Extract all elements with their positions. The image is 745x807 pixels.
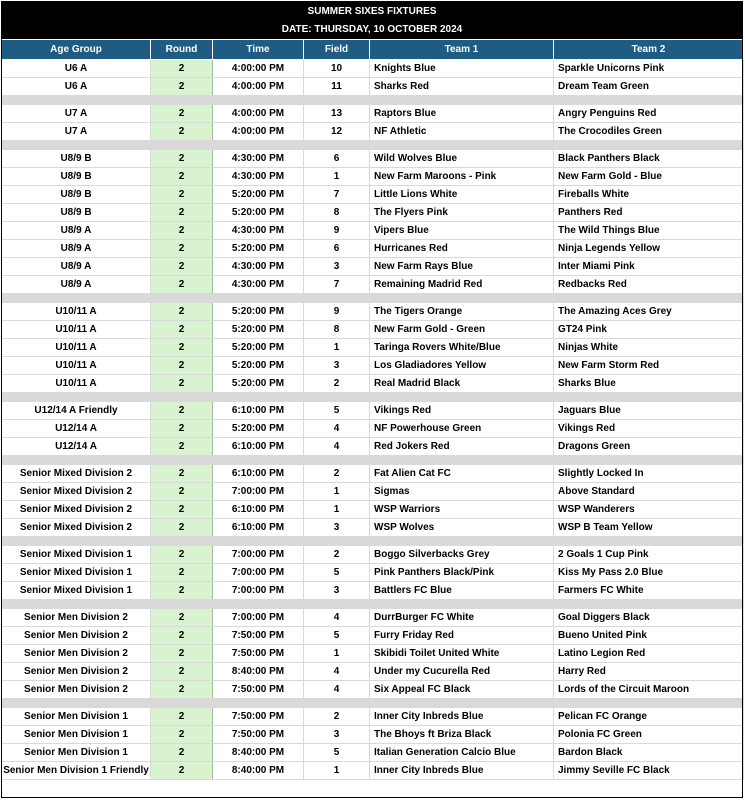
age-group-cell[interactable]: Senior Mixed Division 1 bbox=[2, 582, 151, 600]
time-cell[interactable]: 4:30:00 PM bbox=[213, 150, 304, 168]
round-cell[interactable]: 2 bbox=[151, 402, 213, 420]
time-cell[interactable]: 5:20:00 PM bbox=[213, 303, 304, 321]
team-2-cell[interactable]: New Farm Gold - Blue bbox=[554, 168, 744, 186]
table-row bbox=[2, 438, 744, 456]
team-2-cell[interactable]: Jaguars Blue bbox=[554, 402, 744, 420]
age-group-cell[interactable]: U6 A bbox=[2, 78, 151, 96]
separator-cell bbox=[2, 600, 744, 609]
table-row bbox=[2, 258, 744, 276]
group-separator bbox=[2, 294, 744, 303]
time-cell[interactable]: 7:50:00 PM bbox=[213, 645, 304, 663]
team-1-cell[interactable]: Little Lions White bbox=[370, 186, 554, 204]
round-cell[interactable]: 2 bbox=[151, 375, 213, 393]
time-cell[interactable]: 5:20:00 PM bbox=[213, 321, 304, 339]
round-cell[interactable]: 2 bbox=[151, 168, 213, 186]
group-separator bbox=[2, 600, 744, 609]
team-2-cell[interactable]: Sparkle Unicorns Pink bbox=[554, 60, 744, 78]
age-group-cell[interactable]: U8/9 A bbox=[2, 240, 151, 258]
table-row bbox=[2, 60, 744, 78]
age-group-cell[interactable]: U8/9 B bbox=[2, 150, 151, 168]
round-cell[interactable]: 2 bbox=[151, 708, 213, 726]
time-cell[interactable]: 6:10:00 PM bbox=[213, 465, 304, 483]
time-cell[interactable]: 4:30:00 PM bbox=[213, 258, 304, 276]
age-group-cell[interactable]: U10/11 A bbox=[2, 303, 151, 321]
team-1-cell[interactable]: Under my Cucurella Red bbox=[370, 663, 554, 681]
field-cell[interactable]: 1 bbox=[304, 483, 370, 501]
time-cell[interactable]: 5:20:00 PM bbox=[213, 240, 304, 258]
age-group-cell[interactable]: U8/9 B bbox=[2, 168, 151, 186]
team-2-cell[interactable]: Ninja Legends Yellow bbox=[554, 240, 744, 258]
round-cell[interactable]: 2 bbox=[151, 465, 213, 483]
team-1-cell[interactable]: Sharks Red bbox=[370, 78, 554, 96]
team-1-cell[interactable]: Raptors Blue bbox=[370, 105, 554, 123]
table-row bbox=[2, 501, 744, 519]
table-row bbox=[2, 681, 744, 699]
round-cell[interactable]: 2 bbox=[151, 150, 213, 168]
table-row bbox=[2, 105, 744, 123]
time-cell[interactable]: 7:50:00 PM bbox=[213, 627, 304, 645]
time-cell[interactable]: 5:20:00 PM bbox=[213, 375, 304, 393]
separator-cell bbox=[2, 699, 744, 708]
age-group-cell[interactable]: Senior Mixed Division 2 bbox=[2, 519, 151, 537]
team-1-cell[interactable]: Taringa Rovers White/Blue bbox=[370, 339, 554, 357]
team-1-cell[interactable]: Inner City Inbreds Blue bbox=[370, 708, 554, 726]
field-cell[interactable]: 3 bbox=[304, 357, 370, 375]
group-separator bbox=[2, 456, 744, 465]
round-cell[interactable]: 2 bbox=[151, 240, 213, 258]
table-row bbox=[2, 357, 744, 375]
age-group-cell[interactable]: U12/14 A bbox=[2, 438, 151, 456]
round-cell[interactable]: 2 bbox=[151, 762, 213, 780]
field-cell[interactable]: 7 bbox=[304, 276, 370, 294]
age-group-cell[interactable]: U12/14 A bbox=[2, 420, 151, 438]
round-cell[interactable]: 2 bbox=[151, 357, 213, 375]
age-group-cell[interactable]: Senior Mixed Division 2 bbox=[2, 465, 151, 483]
field-cell[interactable]: 5 bbox=[304, 627, 370, 645]
field-cell[interactable]: 2 bbox=[304, 546, 370, 564]
time-cell[interactable]: 8:40:00 PM bbox=[213, 744, 304, 762]
round-cell[interactable]: 2 bbox=[151, 438, 213, 456]
team-1-cell[interactable]: WSP Warriors bbox=[370, 501, 554, 519]
table-row bbox=[2, 222, 744, 240]
separator-cell bbox=[2, 456, 744, 465]
age-group-cell[interactable]: Senior Men Division 2 bbox=[2, 663, 151, 681]
table-row bbox=[2, 339, 744, 357]
round-cell[interactable]: 2 bbox=[151, 204, 213, 222]
time-cell[interactable]: 4:00:00 PM bbox=[213, 123, 304, 141]
team-1-cell[interactable]: Pink Panthers Black/Pink bbox=[370, 564, 554, 582]
time-cell[interactable]: 6:10:00 PM bbox=[213, 402, 304, 420]
team-2-cell[interactable]: Dragons Green bbox=[554, 438, 744, 456]
team-2-cell[interactable]: Fireballs White bbox=[554, 186, 744, 204]
age-group-cell[interactable]: Senior Men Division 1 bbox=[2, 726, 151, 744]
round-cell[interactable]: 2 bbox=[151, 744, 213, 762]
field-cell[interactable]: 8 bbox=[304, 204, 370, 222]
team-2-cell[interactable]: Black Panthers Black bbox=[554, 150, 744, 168]
field-cell[interactable]: 4 bbox=[304, 663, 370, 681]
round-cell[interactable]: 2 bbox=[151, 105, 213, 123]
age-group-cell[interactable]: U8/9 A bbox=[2, 276, 151, 294]
field-cell[interactable]: 8 bbox=[304, 321, 370, 339]
field-cell[interactable]: 2 bbox=[304, 708, 370, 726]
field-cell[interactable]: 2 bbox=[304, 465, 370, 483]
age-group-cell[interactable]: Senior Men Division 2 bbox=[2, 681, 151, 699]
header-round[interactable]: Round bbox=[151, 40, 213, 60]
field-cell[interactable]: 4 bbox=[304, 438, 370, 456]
field-cell[interactable]: 1 bbox=[304, 501, 370, 519]
table-row bbox=[2, 276, 744, 294]
team-1-cell[interactable]: Sigmas bbox=[370, 483, 554, 501]
age-group-cell[interactable]: Senior Men Division 1 bbox=[2, 744, 151, 762]
round-cell[interactable]: 2 bbox=[151, 726, 213, 744]
team-2-cell[interactable]: WSP Wanderers bbox=[554, 501, 744, 519]
field-cell[interactable]: 3 bbox=[304, 519, 370, 537]
team-1-cell[interactable]: Knights Blue bbox=[370, 60, 554, 78]
round-cell[interactable]: 2 bbox=[151, 186, 213, 204]
team-2-cell[interactable]: Pelican FC Orange bbox=[554, 708, 744, 726]
group-separator bbox=[2, 141, 744, 150]
team-1-cell[interactable]: Six Appeal FC Black bbox=[370, 681, 554, 699]
age-group-cell[interactable]: U10/11 A bbox=[2, 375, 151, 393]
time-cell[interactable]: 5:20:00 PM bbox=[213, 357, 304, 375]
table-row bbox=[2, 546, 744, 564]
team-2-cell[interactable]: Inter Miami Pink bbox=[554, 258, 744, 276]
header-field[interactable]: Field bbox=[304, 40, 370, 60]
team-1-cell[interactable]: Wild Wolves Blue bbox=[370, 150, 554, 168]
team-2-cell[interactable]: Sharks Blue bbox=[554, 375, 744, 393]
team-1-cell[interactable]: Inner City Inbreds Blue bbox=[370, 762, 554, 780]
table-row bbox=[2, 78, 744, 96]
separator-cell bbox=[2, 537, 744, 546]
group-separator bbox=[2, 699, 744, 708]
age-group-cell[interactable]: U8/9 A bbox=[2, 222, 151, 240]
round-cell[interactable]: 2 bbox=[151, 78, 213, 96]
group-separator bbox=[2, 96, 744, 105]
field-cell[interactable]: 12 bbox=[304, 123, 370, 141]
time-cell[interactable]: 7:00:00 PM bbox=[213, 609, 304, 627]
separator-cell bbox=[2, 141, 744, 150]
age-group-cell[interactable]: U8/9 B bbox=[2, 204, 151, 222]
team-1-cell[interactable]: New Farm Gold - Green bbox=[370, 321, 554, 339]
team-2-cell[interactable]: The Amazing Aces Grey bbox=[554, 303, 744, 321]
field-cell[interactable]: 2 bbox=[304, 375, 370, 393]
sheet-date: DATE: THURSDAY, 10 OCTOBER 2024 bbox=[281, 24, 463, 35]
round-cell[interactable]: 2 bbox=[151, 60, 213, 78]
team-2-cell[interactable]: Jimmy Seville FC Black bbox=[554, 762, 744, 780]
team-2-cell[interactable]: 2 Goals 1 Cup Pink bbox=[554, 546, 744, 564]
table-row bbox=[2, 204, 744, 222]
field-cell[interactable]: 4 bbox=[304, 420, 370, 438]
age-group-cell[interactable]: U7 A bbox=[2, 105, 151, 123]
time-cell[interactable]: 7:00:00 PM bbox=[213, 546, 304, 564]
round-cell[interactable]: 2 bbox=[151, 501, 213, 519]
header-team-1[interactable]: Team 1 bbox=[370, 40, 554, 60]
team-2-cell[interactable]: Farmers FC White bbox=[554, 582, 744, 600]
table-row bbox=[2, 375, 744, 393]
field-cell[interactable]: 3 bbox=[304, 582, 370, 600]
team-2-cell[interactable]: Harry Red bbox=[554, 663, 744, 681]
field-cell[interactable]: 6 bbox=[304, 150, 370, 168]
fixtures-body bbox=[2, 60, 744, 780]
round-cell[interactable]: 2 bbox=[151, 258, 213, 276]
team-2-cell[interactable]: WSP B Team Yellow bbox=[554, 519, 744, 537]
round-cell[interactable]: 2 bbox=[151, 123, 213, 141]
table-row bbox=[2, 465, 744, 483]
age-group-cell[interactable]: U8/9 B bbox=[2, 186, 151, 204]
time-cell[interactable]: 7:50:00 PM bbox=[213, 726, 304, 744]
time-cell[interactable]: 7:00:00 PM bbox=[213, 582, 304, 600]
fixtures-sheet bbox=[1, 1, 743, 780]
sheet-title: SUMMER SIXES FIXTURES bbox=[307, 6, 437, 17]
team-2-cell[interactable]: Slightly Locked In bbox=[554, 465, 744, 483]
round-cell[interactable]: 2 bbox=[151, 483, 213, 501]
team-1-cell[interactable]: The Bhoys ft Briza Black bbox=[370, 726, 554, 744]
field-cell[interactable]: 3 bbox=[304, 258, 370, 276]
team-2-cell[interactable]: The Crocodiles Green bbox=[554, 123, 744, 141]
team-1-cell[interactable]: DurrBurger FC White bbox=[370, 609, 554, 627]
team-1-cell[interactable]: Fat Alien Cat FC bbox=[370, 465, 554, 483]
team-1-cell[interactable]: Real Madrid Black bbox=[370, 375, 554, 393]
separator-cell bbox=[2, 393, 744, 402]
team-1-cell[interactable]: New Farm Maroons - Pink bbox=[370, 168, 554, 186]
age-group-cell[interactable]: Senior Men Division 1 bbox=[2, 708, 151, 726]
table-row bbox=[2, 303, 744, 321]
team-2-cell[interactable]: Bardon Black bbox=[554, 744, 744, 762]
age-group-cell[interactable]: U7 A bbox=[2, 123, 151, 141]
table-row bbox=[2, 168, 744, 186]
header-team-2[interactable]: Team 2 bbox=[554, 40, 744, 60]
fixtures-table bbox=[1, 39, 744, 780]
time-cell[interactable]: 7:00:00 PM bbox=[213, 564, 304, 582]
age-group-cell[interactable]: U12/14 A Friendly bbox=[2, 402, 151, 420]
table-row bbox=[2, 726, 744, 744]
field-cell[interactable]: 5 bbox=[304, 402, 370, 420]
field-cell[interactable]: 4 bbox=[304, 609, 370, 627]
table-row bbox=[2, 402, 744, 420]
table-row bbox=[2, 519, 744, 537]
round-cell[interactable]: 2 bbox=[151, 339, 213, 357]
team-1-cell[interactable]: Vipers Blue bbox=[370, 222, 554, 240]
team-1-cell[interactable]: Hurricanes Red bbox=[370, 240, 554, 258]
time-cell[interactable]: 7:00:00 PM bbox=[213, 483, 304, 501]
time-cell[interactable]: 4:00:00 PM bbox=[213, 60, 304, 78]
group-separator bbox=[2, 537, 744, 546]
group-separator bbox=[2, 393, 744, 402]
team-1-cell[interactable]: New Farm Rays Blue bbox=[370, 258, 554, 276]
table-row bbox=[2, 483, 744, 501]
time-cell[interactable]: 4:30:00 PM bbox=[213, 168, 304, 186]
round-cell[interactable]: 2 bbox=[151, 663, 213, 681]
round-cell[interactable]: 2 bbox=[151, 546, 213, 564]
table-row bbox=[2, 150, 744, 168]
header-row bbox=[2, 40, 744, 60]
field-cell[interactable]: 9 bbox=[304, 222, 370, 240]
team-2-cell[interactable]: Goal Diggers Black bbox=[554, 609, 744, 627]
header-age-group[interactable]: Age Group bbox=[2, 40, 151, 60]
team-1-cell[interactable]: Skibidi Toilet United White bbox=[370, 645, 554, 663]
time-cell[interactable]: 7:50:00 PM bbox=[213, 681, 304, 699]
age-group-cell[interactable]: Senior Mixed Division 2 bbox=[2, 501, 151, 519]
team-1-cell[interactable]: NF Powerhouse Green bbox=[370, 420, 554, 438]
field-cell[interactable]: 13 bbox=[304, 105, 370, 123]
time-cell[interactable]: 5:20:00 PM bbox=[213, 420, 304, 438]
team-2-cell[interactable]: Panthers Red bbox=[554, 204, 744, 222]
team-1-cell[interactable]: The Flyers Pink bbox=[370, 204, 554, 222]
field-cell[interactable]: 5 bbox=[304, 744, 370, 762]
time-cell[interactable]: 4:00:00 PM bbox=[213, 105, 304, 123]
team-2-cell[interactable]: Angry Penguins Red bbox=[554, 105, 744, 123]
round-cell[interactable]: 2 bbox=[151, 519, 213, 537]
team-1-cell[interactable]: WSP Wolves bbox=[370, 519, 554, 537]
age-group-cell[interactable]: U8/9 A bbox=[2, 258, 151, 276]
field-cell[interactable]: 4 bbox=[304, 681, 370, 699]
round-cell[interactable]: 2 bbox=[151, 609, 213, 627]
table-row bbox=[2, 564, 744, 582]
team-1-cell[interactable]: Furry Friday Red bbox=[370, 627, 554, 645]
table-row bbox=[2, 420, 744, 438]
age-group-cell[interactable]: U10/11 A bbox=[2, 321, 151, 339]
table-row bbox=[2, 240, 744, 258]
team-2-cell[interactable]: New Farm Storm Red bbox=[554, 357, 744, 375]
title-bar bbox=[1, 1, 743, 39]
age-group-cell[interactable]: U6 A bbox=[2, 60, 151, 78]
table-row bbox=[2, 663, 744, 681]
time-cell[interactable]: 6:10:00 PM bbox=[213, 519, 304, 537]
team-1-cell[interactable]: Boggo Silverbacks Grey bbox=[370, 546, 554, 564]
age-group-cell[interactable]: Senior Mixed Division 2 bbox=[2, 483, 151, 501]
table-row bbox=[2, 708, 744, 726]
age-group-cell[interactable]: Senior Mixed Division 1 bbox=[2, 546, 151, 564]
team-1-cell[interactable]: Italian Generation Calcio Blue bbox=[370, 744, 554, 762]
team-2-cell[interactable]: Redbacks Red bbox=[554, 276, 744, 294]
table-row bbox=[2, 609, 744, 627]
time-cell[interactable]: 7:50:00 PM bbox=[213, 708, 304, 726]
time-cell[interactable]: 5:20:00 PM bbox=[213, 339, 304, 357]
separator-cell bbox=[2, 96, 744, 105]
time-cell[interactable]: 4:00:00 PM bbox=[213, 78, 304, 96]
time-cell[interactable]: 5:20:00 PM bbox=[213, 186, 304, 204]
team-2-cell[interactable]: Polonia FC Green bbox=[554, 726, 744, 744]
team-2-cell[interactable]: Latino Legion Red bbox=[554, 645, 744, 663]
table-row bbox=[2, 321, 744, 339]
team-2-cell[interactable]: Vikings Red bbox=[554, 420, 744, 438]
field-cell[interactable]: 9 bbox=[304, 303, 370, 321]
team-2-cell[interactable]: GT24 Pink bbox=[554, 321, 744, 339]
field-cell[interactable]: 1 bbox=[304, 762, 370, 780]
team-2-cell[interactable]: Lords of the Circuit Maroon bbox=[554, 681, 744, 699]
time-cell[interactable]: 6:10:00 PM bbox=[213, 501, 304, 519]
round-cell[interactable]: 2 bbox=[151, 222, 213, 240]
time-cell[interactable]: 4:30:00 PM bbox=[213, 276, 304, 294]
field-cell[interactable]: 6 bbox=[304, 240, 370, 258]
table-row bbox=[2, 645, 744, 663]
field-cell[interactable]: 1 bbox=[304, 339, 370, 357]
team-1-cell[interactable]: Vikings Red bbox=[370, 402, 554, 420]
time-cell[interactable]: 8:40:00 PM bbox=[213, 762, 304, 780]
team-1-cell[interactable]: Red Jokers Red bbox=[370, 438, 554, 456]
round-cell[interactable]: 2 bbox=[151, 681, 213, 699]
table-row bbox=[2, 744, 744, 762]
team-2-cell[interactable]: Bueno United Pink bbox=[554, 627, 744, 645]
round-cell[interactable]: 2 bbox=[151, 627, 213, 645]
team-2-cell[interactable]: Ninjas White bbox=[554, 339, 744, 357]
field-cell[interactable]: 1 bbox=[304, 168, 370, 186]
table-row bbox=[2, 582, 744, 600]
table-row bbox=[2, 627, 744, 645]
field-cell[interactable]: 3 bbox=[304, 726, 370, 744]
age-group-cell[interactable]: Senior Men Division 2 bbox=[2, 609, 151, 627]
separator-cell bbox=[2, 294, 744, 303]
age-group-cell[interactable]: Senior Men Division 2 bbox=[2, 627, 151, 645]
team-2-cell[interactable]: Dream Team Green bbox=[554, 78, 744, 96]
age-group-cell[interactable]: Senior Men Division 2 bbox=[2, 645, 151, 663]
table-row bbox=[2, 186, 744, 204]
team-1-cell[interactable]: The Tigers Orange bbox=[370, 303, 554, 321]
round-cell[interactable]: 2 bbox=[151, 645, 213, 663]
team-2-cell[interactable]: Above Standard bbox=[554, 483, 744, 501]
time-cell[interactable]: 4:30:00 PM bbox=[213, 222, 304, 240]
team-1-cell[interactable]: Battlers FC Blue bbox=[370, 582, 554, 600]
age-group-cell[interactable]: U10/11 A bbox=[2, 339, 151, 357]
team-2-cell[interactable]: The Wild Things Blue bbox=[554, 222, 744, 240]
field-cell[interactable]: 1 bbox=[304, 645, 370, 663]
round-cell[interactable]: 2 bbox=[151, 276, 213, 294]
team-1-cell[interactable]: Remaining Madrid Red bbox=[370, 276, 554, 294]
age-group-cell[interactable]: U10/11 A bbox=[2, 357, 151, 375]
field-cell[interactable]: 5 bbox=[304, 564, 370, 582]
table-row bbox=[2, 123, 744, 141]
header-time[interactable]: Time bbox=[213, 40, 304, 60]
field-cell[interactable]: 7 bbox=[304, 186, 370, 204]
round-cell[interactable]: 2 bbox=[151, 303, 213, 321]
time-cell[interactable]: 5:20:00 PM bbox=[213, 204, 304, 222]
field-cell[interactable]: 11 bbox=[304, 78, 370, 96]
round-cell[interactable]: 2 bbox=[151, 321, 213, 339]
field-cell[interactable]: 10 bbox=[304, 60, 370, 78]
age-group-cell[interactable]: Senior Men Division 1 Friendly bbox=[2, 762, 151, 780]
round-cell[interactable]: 2 bbox=[151, 582, 213, 600]
team-1-cell[interactable]: Los Gladiadores Yellow bbox=[370, 357, 554, 375]
team-1-cell[interactable]: NF Athletic bbox=[370, 123, 554, 141]
table-row bbox=[2, 762, 744, 780]
round-cell[interactable]: 2 bbox=[151, 564, 213, 582]
round-cell[interactable]: 2 bbox=[151, 420, 213, 438]
team-2-cell[interactable]: Kiss My Pass 2.0 Blue bbox=[554, 564, 744, 582]
age-group-cell[interactable]: Senior Mixed Division 1 bbox=[2, 564, 151, 582]
time-cell[interactable]: 8:40:00 PM bbox=[213, 663, 304, 681]
time-cell[interactable]: 6:10:00 PM bbox=[213, 438, 304, 456]
